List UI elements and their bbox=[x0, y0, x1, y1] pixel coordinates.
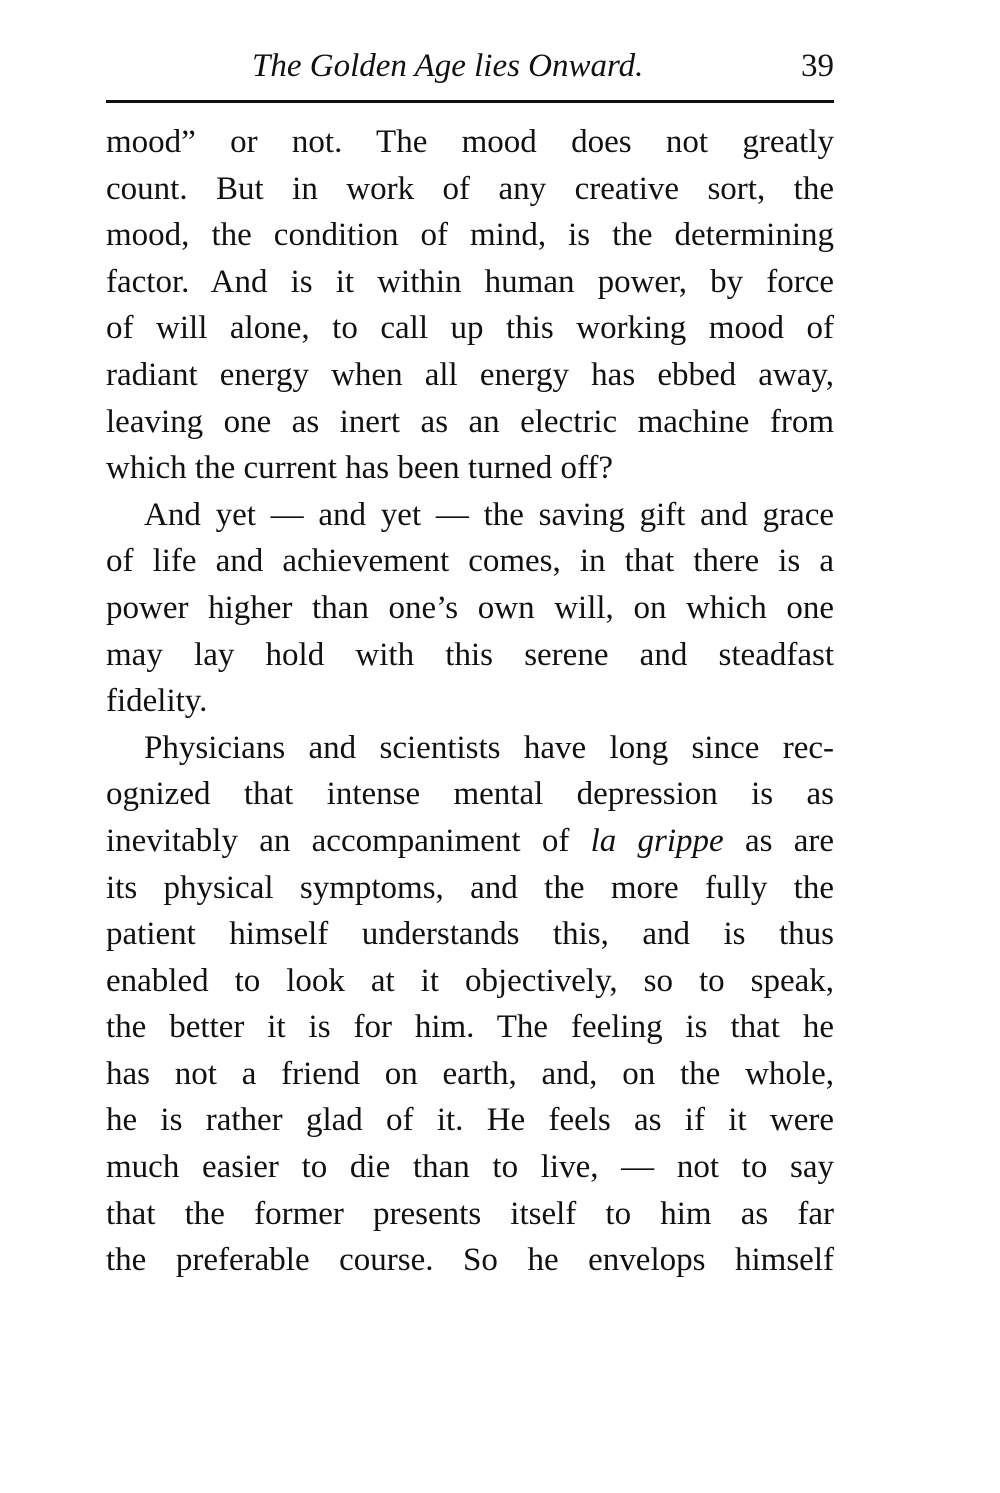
italic-phrase: la grippe bbox=[590, 822, 724, 859]
text-line: which the current has been turned off? bbox=[106, 450, 614, 487]
text-line: power higher than one’s own will, on which one bbox=[106, 589, 834, 626]
text-line: that the former presents itself to him as far bbox=[106, 1195, 834, 1232]
text-line-with-italic bbox=[106, 818, 834, 865]
text-line: ognized that intense mental depression is as bbox=[106, 776, 834, 813]
text-line: patient himself understands this, and is thus bbox=[106, 916, 834, 953]
text-line: may lay hold with this serene and steadfast bbox=[106, 636, 834, 673]
page-number: 39 bbox=[801, 48, 834, 84]
text-line: has not a friend on earth, and, on the whole, bbox=[106, 1055, 834, 1092]
text-segment: as are bbox=[723, 822, 835, 859]
text-line: And yet — and yet — the saving gift and grace bbox=[144, 496, 834, 533]
header-rule bbox=[106, 100, 834, 103]
text-line: he is rather glad of it. He feels as if it were bbox=[106, 1102, 834, 1139]
text-line: factor. And is it within human power, by force bbox=[106, 263, 834, 300]
paragraph-1 bbox=[106, 119, 834, 492]
text-line: mood, the condition of mind, is the determining bbox=[106, 217, 834, 254]
text-line: of life and achievement comes, in that there is a bbox=[106, 543, 834, 580]
text-line: the better it is for him. The feeling is that he bbox=[106, 1009, 834, 1046]
text-line: enabled to look at it objectively, so to speak, bbox=[106, 962, 834, 999]
paragraph-2 bbox=[106, 492, 834, 725]
text-line: the preferable course. So he envelops himself bbox=[106, 1242, 834, 1279]
text-line: count. But in work of any creative sort, the bbox=[106, 170, 834, 207]
text-line: Physicians and scientists have long since rec- bbox=[144, 729, 834, 766]
text-line: mood” or not. The mood does not greatly bbox=[106, 124, 834, 160]
paragraph-3 bbox=[106, 725, 834, 1284]
text-segment: inevitably an accompaniment of bbox=[106, 822, 591, 859]
text-line: its physical symptoms, and the more fully the bbox=[106, 869, 834, 906]
text-line: much easier to die than to live, — not to say bbox=[106, 1149, 834, 1186]
text-line: radiant energy when all energy has ebbed away, bbox=[106, 356, 834, 393]
text-line: of will alone, to call up this working mood of bbox=[106, 310, 834, 347]
text-line: leaving one as inert as an electric machine from bbox=[106, 403, 834, 440]
book-page bbox=[106, 40, 834, 1284]
page-header bbox=[106, 40, 834, 100]
body-text bbox=[106, 119, 834, 1284]
text-line: fidelity. bbox=[106, 683, 208, 720]
running-title: The Golden Age lies Onward. bbox=[252, 48, 644, 84]
